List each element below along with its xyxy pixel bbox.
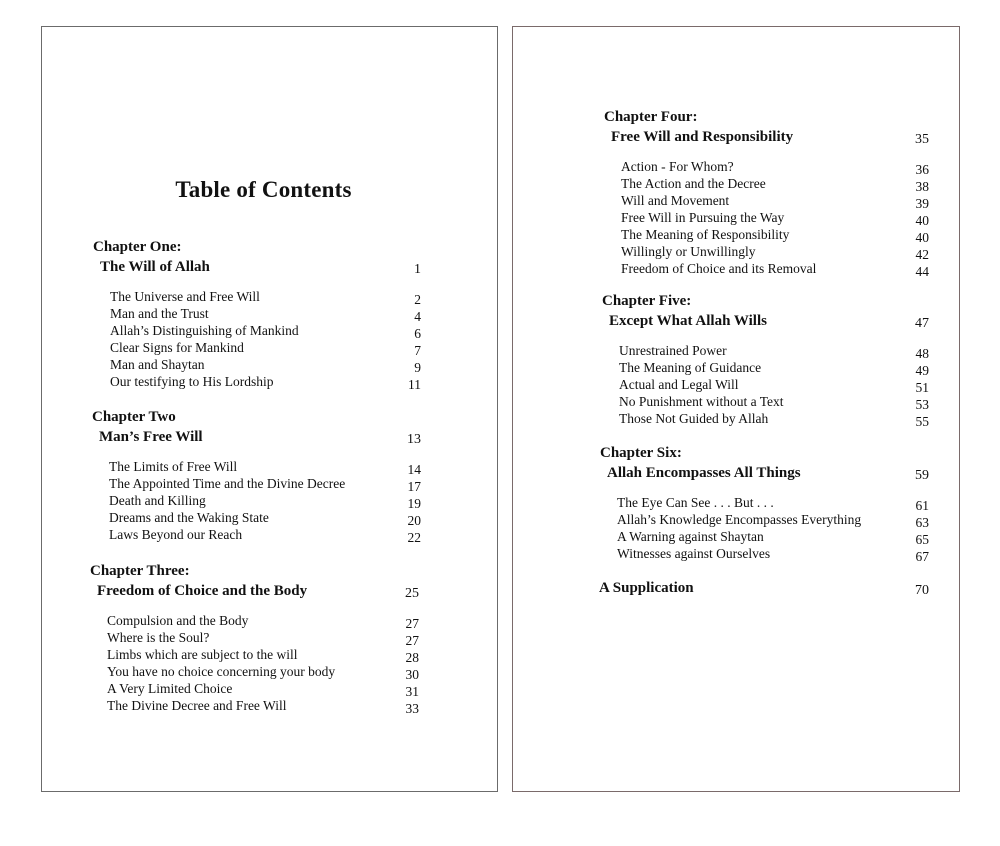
entry-title: The Meaning of Guidance <box>619 360 762 375</box>
chapter-heading: Chapter Three: <box>90 563 190 579</box>
chapter-three-section <box>90 562 425 714</box>
supplication-row[interactable] <box>599 578 939 598</box>
supplication-title: A Supplication <box>599 580 694 596</box>
entry-page-number: 55 <box>915 414 929 429</box>
chapter-heading: Chapter Five: <box>602 293 692 309</box>
left-page <box>41 26 498 792</box>
toc-entry[interactable] <box>602 376 939 393</box>
toc-entry[interactable] <box>604 158 939 175</box>
entry-title: Action - For Whom? <box>621 159 734 174</box>
toc-entry[interactable] <box>92 458 422 475</box>
chapter-six-section <box>600 444 939 562</box>
chapter-heading: Chapter One: <box>93 239 182 255</box>
chapter-name: Allah Encompasses All Things <box>607 465 801 481</box>
right-page <box>512 26 960 792</box>
entry-page-number: 48 <box>915 346 929 361</box>
entry-page-number: 4 <box>414 309 421 324</box>
chapter-heading: Chapter Six: <box>600 445 682 461</box>
entry-title: The Meaning of Responsibility <box>621 227 790 242</box>
entry-list <box>92 458 422 543</box>
entry-page-number: 63 <box>915 515 929 530</box>
toc-entry[interactable] <box>92 526 422 543</box>
entry-title: Limbs which are subject to the will <box>107 647 298 662</box>
chapter-page-number: 25 <box>405 586 419 601</box>
chapter-four-section <box>604 108 939 277</box>
entry-title: Our testifying to His Lordship <box>110 374 274 389</box>
entry-page-number: 17 <box>407 479 421 494</box>
entry-list <box>604 158 939 277</box>
entry-page-number: 14 <box>407 462 421 477</box>
toc-entry[interactable] <box>600 528 939 545</box>
chapter-page-number: 35 <box>915 132 929 147</box>
entry-page-number: 36 <box>915 162 929 177</box>
entry-page-number: 11 <box>408 377 421 392</box>
entry-title: Dreams and the Waking State <box>109 510 269 525</box>
entry-title: Those Not Guided by Allah <box>619 411 769 426</box>
chapter-title-row[interactable] <box>93 257 423 277</box>
entry-page-number: 42 <box>915 247 929 262</box>
entry-title: Actual and Legal Will <box>619 377 739 392</box>
chapter-page-number: 47 <box>915 316 929 331</box>
toc-entry[interactable] <box>92 509 422 526</box>
entry-title: The Eye Can See . . . But . . . <box>617 495 774 510</box>
entry-page-number: 27 <box>405 633 419 648</box>
entry-title: Unrestrained Power <box>619 343 727 358</box>
toc-entry[interactable] <box>90 629 425 646</box>
toc-entry[interactable] <box>600 545 939 562</box>
toc-entry[interactable] <box>93 356 423 373</box>
entry-title: Compulsion and the Body <box>107 613 249 628</box>
toc-entry[interactable] <box>604 243 939 260</box>
chapter-page-number: 59 <box>915 468 929 483</box>
entry-title: Free Will in Pursuing the Way <box>621 210 785 225</box>
toc-entry[interactable] <box>600 494 939 511</box>
toc-entry[interactable] <box>602 410 939 427</box>
toc-entry[interactable] <box>93 339 423 356</box>
toc-entry[interactable] <box>600 511 939 528</box>
chapter-title-row[interactable] <box>602 311 939 331</box>
entry-list <box>93 288 423 390</box>
toc-entry[interactable] <box>93 305 423 322</box>
chapter-page-number: 13 <box>407 432 421 447</box>
entry-title: Willingly or Unwillingly <box>621 244 756 259</box>
entry-page-number: 28 <box>405 650 419 665</box>
toc-entry[interactable] <box>90 697 425 714</box>
toc-entry[interactable] <box>602 359 939 376</box>
entry-page-number: 44 <box>915 264 929 279</box>
chapter-two-section <box>92 408 422 543</box>
chapter-name: Man’s Free Will <box>99 429 203 445</box>
entry-page-number: 61 <box>915 498 929 513</box>
entry-page-number: 33 <box>405 701 419 716</box>
toc-entry[interactable] <box>93 322 423 339</box>
entry-page-number: 27 <box>405 616 419 631</box>
toc-entry[interactable] <box>604 209 939 226</box>
entry-title: You have no choice concerning your body <box>107 664 336 679</box>
chapter-name: Freedom of Choice and the Body <box>97 583 308 599</box>
chapter-page-number: 1 <box>414 262 421 277</box>
toc-title: Table of Contents <box>175 177 352 202</box>
entry-page-number: 20 <box>407 513 421 528</box>
toc-entry[interactable] <box>90 663 425 680</box>
entry-page-number: 40 <box>915 230 929 245</box>
entry-list <box>602 342 939 427</box>
entry-title: The Universe and Free Will <box>110 289 260 304</box>
entry-title: Man and the Trust <box>110 306 209 321</box>
chapter-five-section <box>602 292 939 427</box>
entry-title: Clear Signs for Mankind <box>110 340 244 355</box>
entry-title: A Very Limited Choice <box>107 681 233 696</box>
entry-page-number: 40 <box>915 213 929 228</box>
toc-entry[interactable] <box>90 646 425 663</box>
entry-title: Where is the Soul? <box>107 630 210 645</box>
toc-entry[interactable] <box>602 342 939 359</box>
entry-list <box>90 612 425 714</box>
toc-entry[interactable] <box>93 373 423 390</box>
entry-title: Will and Movement <box>621 193 730 208</box>
entry-page-number: 6 <box>414 326 421 341</box>
entry-title: The Divine Decree and Free Will <box>107 698 287 713</box>
toc-entry[interactable] <box>604 260 939 277</box>
entry-list <box>600 494 939 562</box>
entry-page-number: 7 <box>414 343 421 358</box>
entry-page-number: 67 <box>915 549 929 564</box>
entry-page-number: 65 <box>915 532 929 547</box>
entry-title: Man and Shaytan <box>110 357 205 372</box>
toc-entry[interactable] <box>93 288 423 305</box>
entry-title: No Punishment without a Text <box>619 394 784 409</box>
entry-page-number: 51 <box>915 380 929 395</box>
chapter-heading: Chapter Four: <box>604 109 698 125</box>
toc-entry[interactable] <box>604 175 939 192</box>
entry-title: Witnesses against Ourselves <box>617 546 771 561</box>
entry-title: Laws Beyond our Reach <box>109 527 243 542</box>
toc-entry[interactable] <box>92 475 422 492</box>
chapter-one-section <box>93 238 423 390</box>
entry-page-number: 2 <box>414 292 421 307</box>
entry-page-number: 49 <box>915 363 929 378</box>
chapter-heading: Chapter Two <box>92 409 176 425</box>
entry-page-number: 39 <box>915 196 929 211</box>
entry-title: Allah’s Knowledge Encompasses Everything <box>617 512 862 527</box>
chapter-title-row[interactable] <box>92 427 422 447</box>
supplication-page-number: 70 <box>915 583 929 598</box>
entry-page-number: 19 <box>407 496 421 511</box>
entry-page-number: 22 <box>407 530 421 545</box>
entry-title: The Action and the Decree <box>621 176 766 191</box>
chapter-name: Free Will and Responsibility <box>611 129 794 145</box>
chapter-name: Except What Allah Wills <box>609 313 767 329</box>
chapter-name: The Will of Allah <box>100 259 210 275</box>
entry-title: A Warning against Shaytan <box>617 529 764 544</box>
entry-title: Freedom of Choice and its Removal <box>621 261 817 276</box>
toc-entry[interactable] <box>604 192 939 209</box>
entry-title: The Limits of Free Will <box>109 459 238 474</box>
entry-page-number: 9 <box>414 360 421 375</box>
entry-title: Allah’s Distinguishing of Mankind <box>110 323 299 338</box>
entry-page-number: 38 <box>915 179 929 194</box>
toc-entry[interactable] <box>90 680 425 697</box>
entry-page-number: 31 <box>405 684 419 699</box>
toc-entry[interactable] <box>90 612 425 629</box>
chapter-title-row[interactable] <box>600 463 939 483</box>
entry-title: The Appointed Time and the Divine Decree <box>109 476 346 491</box>
entry-page-number: 30 <box>405 667 419 682</box>
entry-title: Death and Killing <box>109 493 206 508</box>
supplication-section <box>599 578 939 598</box>
toc-entry[interactable] <box>92 492 422 509</box>
chapter-title-row[interactable] <box>604 127 939 147</box>
chapter-title-row[interactable] <box>90 581 425 601</box>
entry-page-number: 53 <box>915 397 929 412</box>
toc-entry[interactable] <box>604 226 939 243</box>
toc-entry[interactable] <box>602 393 939 410</box>
